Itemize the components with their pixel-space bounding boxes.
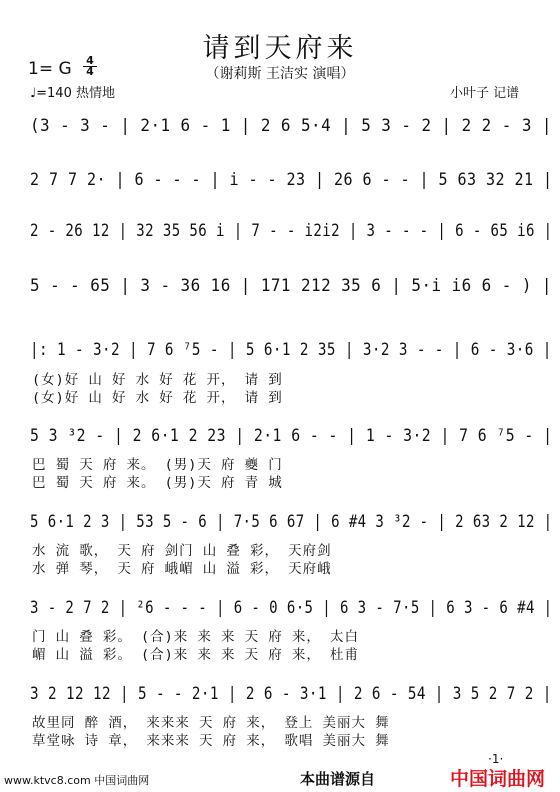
score-line-8: 3 - 2 7 2 | ²6 - - - | 6 - 0 6·5 | 6 3 - 7·5 | 6 3 - 6 #4 |: [30, 598, 553, 618]
recorder-credit: 小叶子 记谱: [450, 86, 520, 101]
lyric-line-4b: 嵋 山 溢 彩。 (合)来 来 来 天 府 来， 杜甫: [32, 647, 360, 663]
page-number: ·1·: [488, 752, 504, 766]
score-line-2: 2 7 7 2· | 6 - - - | i - - 23 | 26 6 - - | 5 63 32 21 |: [30, 170, 553, 190]
lyric-line-5a: 故里同 醉 酒， 来来来 天 府 来， 登上 美丽大 舞: [32, 715, 390, 731]
footer-brand-logo[interactable]: 中国词曲网: [450, 768, 546, 790]
score-line-6: 5 3 ³2 - | 2 6·1 2 23 | 2·1 6 - - | 1 - 3·2 | 7 6 ⁷5 - |: [30, 426, 553, 446]
performers-subtitle: （谢莉斯 王洁实 演唱）: [205, 66, 355, 82]
lyric-line-2b: 巴 蜀 天 府 来。 (男)天 府 青 城: [32, 475, 283, 491]
time-signature-bottom: 4: [86, 65, 94, 78]
song-title: 请到天府来: [202, 33, 358, 64]
lyric-line-4a: 门 山 叠 彩。 (合)来 来 来 天 府 来， 太白: [32, 629, 360, 645]
lyric-line-1a: (女)好 山 好 水 好 花 开， 请 到: [32, 372, 283, 388]
key-signature: 1= G: [28, 59, 72, 79]
time-signature-top: 4: [83, 56, 97, 67]
footer-site[interactable]: www.ktvc8.com 中国词曲网: [4, 774, 150, 787]
score-line-5: |: 1 - 3·2 | 7 6 ⁷5 - | 5 6·1 2 35 | 3·2 3 - - | 6 - 3·6 |: [30, 340, 552, 360]
score-line-1: (3 - 3 - | 2·1 6 - 1 | 2 6 5·4 | 5 3 - 2 | 2 2 - 3 |: [30, 116, 552, 136]
lyric-line-5b: 草堂咏 诗 章， 来来来 天 府 来， 歌唱 美丽大 舞: [32, 733, 390, 749]
footer-source: 本曲谱源自: [300, 770, 376, 788]
score-line-7: 5 6·1 2 3 | 53 5 - 6 | 7·5 6 67 | 6 #4 3 ³2 - | 2 63 2 12 |: [30, 512, 553, 532]
time-signature: [83, 56, 97, 77]
score-line-3: 2 - 26 12 | 32 35 56 i | 7 - - i2i2 | 3 - - - | 6 - 65 i6 |: [30, 221, 553, 241]
lyric-line-1b: (女)好 山 好 水 好 花 开， 请 到: [32, 390, 283, 406]
lyric-line-3a: 水 流 歌， 天 府 剑门 山 叠 彩， 天府剑: [32, 543, 332, 559]
score-line-4: 5 - - 65 | 3 - 36 16 | 171 212 35 6 | 5·i i6 6 - ) |: [30, 276, 552, 296]
lyric-line-2a: 巴 蜀 天 府 来。 (男)天 府 夔 门: [32, 457, 283, 473]
lyric-line-3b: 水 弹 琴， 天 府 峨嵋 山 溢 彩， 天府峨: [32, 561, 332, 577]
score-line-9: 3 2 12 12 | 5 - - 2·1 | 2 6 - 3·1 | 2 6 - 54 | 3 5 2 7 2 |: [30, 684, 552, 704]
tempo-marking: ♩=140 热情地: [30, 86, 115, 101]
